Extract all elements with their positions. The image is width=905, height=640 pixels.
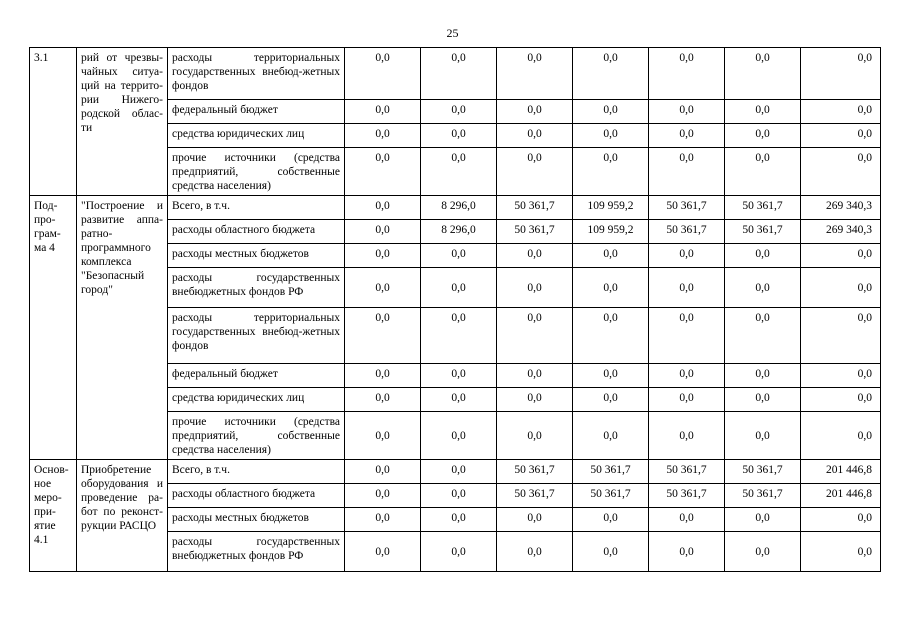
year-value-cell: 0,0 [573, 148, 649, 196]
total-value-cell: 0,0 [801, 388, 881, 412]
year-value-cell: 50 361,7 [497, 196, 573, 220]
year-value-cell: 0,0 [345, 460, 421, 484]
year-value-cell: 0,0 [421, 460, 497, 484]
funding-source: Всего, в т.ч. [168, 460, 345, 484]
total-value-cell: 0,0 [801, 508, 881, 532]
funding-source: расходы государственных внебюджетных фондов РФ [168, 532, 345, 572]
total-value-cell: 201 446,8 [801, 460, 881, 484]
year-value-cell: 0,0 [725, 308, 801, 364]
year-value-cell: 0,0 [345, 508, 421, 532]
year-value-cell: 0,0 [725, 100, 801, 124]
funding-source: федеральный бюджет [168, 364, 345, 388]
funding-source: расходы областного бюджета [168, 484, 345, 508]
year-value-cell: 0,0 [573, 124, 649, 148]
year-value-cell: 0,0 [497, 244, 573, 268]
table-row [30, 196, 881, 220]
year-value-cell: 0,0 [421, 388, 497, 412]
year-value-cell: 0,0 [497, 148, 573, 196]
year-value-cell: 0,0 [725, 244, 801, 268]
year-value-cell: 109 959,2 [573, 220, 649, 244]
year-value-cell: 0,0 [649, 308, 725, 364]
total-value-cell: 0,0 [801, 148, 881, 196]
year-value-cell: 0,0 [725, 532, 801, 572]
year-value-cell: 0,0 [497, 268, 573, 308]
total-value-cell: 0,0 [801, 244, 881, 268]
year-value-cell: 0,0 [497, 308, 573, 364]
year-value-cell: 0,0 [345, 148, 421, 196]
year-value-cell: 0,0 [421, 48, 497, 100]
year-value-cell: 50 361,7 [649, 196, 725, 220]
page-number: 25 [446, 26, 459, 40]
year-value-cell: 8 296,0 [421, 196, 497, 220]
funding-source: Всего, в т.ч. [168, 196, 345, 220]
year-value-cell: 50 361,7 [725, 484, 801, 508]
year-value-cell: 0,0 [421, 268, 497, 308]
year-value-cell: 0,0 [573, 364, 649, 388]
funding-source: средства юридических лиц [168, 388, 345, 412]
funding-source: расходы территориальных государственных внебюд-жетных фондов [168, 48, 345, 100]
year-value-cell: 0,0 [497, 124, 573, 148]
year-value-cell: 0,0 [649, 412, 725, 460]
total-value-cell: 0,0 [801, 364, 881, 388]
table-row [30, 460, 881, 484]
year-value-cell: 50 361,7 [725, 196, 801, 220]
year-value-cell: 50 361,7 [649, 220, 725, 244]
year-value-cell: 0,0 [345, 532, 421, 572]
year-value-cell: 0,0 [421, 484, 497, 508]
year-value-cell: 0,0 [345, 364, 421, 388]
year-value-cell: 0,0 [725, 412, 801, 460]
total-value-cell: 0,0 [801, 100, 881, 124]
year-value-cell: 0,0 [649, 148, 725, 196]
year-value-cell: 0,0 [345, 220, 421, 244]
year-value-cell: 50 361,7 [497, 484, 573, 508]
year-value-cell: 0,0 [649, 364, 725, 388]
total-value-cell: 269 340,3 [801, 220, 881, 244]
year-value-cell: 0,0 [573, 244, 649, 268]
funding-source: прочие источники (средства предприятий, собственные средства населения) [168, 412, 345, 460]
year-value-cell: 0,0 [725, 268, 801, 308]
budget-table [29, 47, 881, 572]
year-value-cell: 0,0 [497, 532, 573, 572]
year-value-cell: 0,0 [573, 268, 649, 308]
year-value-cell: 0,0 [497, 100, 573, 124]
year-value-cell: 0,0 [725, 48, 801, 100]
total-value-cell: 0,0 [801, 308, 881, 364]
year-value-cell: 0,0 [345, 196, 421, 220]
funding-source: средства юридических лиц [168, 124, 345, 148]
funding-source: расходы местных бюджетов [168, 244, 345, 268]
year-value-cell: 0,0 [497, 388, 573, 412]
year-value-cell: 0,0 [497, 412, 573, 460]
year-value-cell: 109 959,2 [573, 196, 649, 220]
year-value-cell: 0,0 [421, 364, 497, 388]
year-value-cell: 0,0 [573, 388, 649, 412]
year-value-cell: 0,0 [345, 48, 421, 100]
year-value-cell: 0,0 [345, 412, 421, 460]
year-value-cell: 0,0 [725, 388, 801, 412]
year-value-cell: 0,0 [725, 364, 801, 388]
measure-name: "Построение и развитие аппа-ратно-программного комплекса "Безопасный город" [77, 196, 168, 460]
year-value-cell: 0,0 [573, 412, 649, 460]
total-value-cell: 0,0 [801, 124, 881, 148]
year-value-cell: 50 361,7 [725, 220, 801, 244]
year-value-cell: 0,0 [421, 124, 497, 148]
year-value-cell: 0,0 [421, 308, 497, 364]
year-value-cell: 0,0 [421, 508, 497, 532]
year-value-cell: 0,0 [573, 308, 649, 364]
year-value-cell: 50 361,7 [573, 484, 649, 508]
year-value-cell: 0,0 [497, 48, 573, 100]
year-value-cell: 0,0 [421, 148, 497, 196]
year-value-cell: 0,0 [345, 388, 421, 412]
year-value-cell: 0,0 [421, 412, 497, 460]
total-value-cell: 0,0 [801, 412, 881, 460]
year-value-cell: 0,0 [345, 308, 421, 364]
year-value-cell: 0,0 [649, 268, 725, 308]
year-value-cell: 0,0 [649, 100, 725, 124]
year-value-cell: 0,0 [345, 244, 421, 268]
year-value-cell: 0,0 [345, 124, 421, 148]
row-code: Основ-ное меро-при-ятие 4.1 [30, 460, 77, 572]
year-value-cell: 50 361,7 [649, 460, 725, 484]
year-value-cell: 50 361,7 [497, 460, 573, 484]
year-value-cell: 0,0 [421, 100, 497, 124]
year-value-cell: 8 296,0 [421, 220, 497, 244]
year-value-cell: 0,0 [345, 268, 421, 308]
total-value-cell: 269 340,3 [801, 196, 881, 220]
measure-name: рий от чрезвы-чайных ситуа-ций на террито-рии Нижего-родской облас-ти [77, 48, 168, 196]
year-value-cell: 0,0 [649, 388, 725, 412]
year-value-cell: 0,0 [345, 484, 421, 508]
table-row [30, 48, 881, 100]
year-value-cell: 0,0 [725, 124, 801, 148]
budget-table-body [30, 48, 881, 572]
year-value-cell: 0,0 [649, 48, 725, 100]
funding-source: прочие источники (средства предприятий, собственные средства населения) [168, 148, 345, 196]
year-value-cell: 0,0 [421, 244, 497, 268]
year-value-cell: 0,0 [725, 148, 801, 196]
year-value-cell: 0,0 [421, 532, 497, 572]
year-value-cell: 0,0 [649, 124, 725, 148]
row-code: 3.1 [30, 48, 77, 196]
year-value-cell: 0,0 [345, 100, 421, 124]
year-value-cell: 0,0 [649, 532, 725, 572]
year-value-cell: 50 361,7 [497, 220, 573, 244]
total-value-cell: 0,0 [801, 532, 881, 572]
year-value-cell: 0,0 [649, 508, 725, 532]
year-value-cell: 0,0 [649, 244, 725, 268]
year-value-cell: 0,0 [725, 508, 801, 532]
row-code: Под-про-грам-ма 4 [30, 196, 77, 460]
funding-source: расходы территориальных государственных внебюд-жетных фондов [168, 308, 345, 364]
year-value-cell: 50 361,7 [725, 460, 801, 484]
total-value-cell: 201 446,8 [801, 484, 881, 508]
year-value-cell: 50 361,7 [573, 460, 649, 484]
year-value-cell: 50 361,7 [649, 484, 725, 508]
measure-name: Приобретение оборудования и проведение ра-бот по реконст-рукции РАСЦО [77, 460, 168, 572]
year-value-cell: 0,0 [573, 532, 649, 572]
total-value-cell: 0,0 [801, 268, 881, 308]
year-value-cell: 0,0 [573, 100, 649, 124]
funding-source: расходы местных бюджетов [168, 508, 345, 532]
year-value-cell: 0,0 [573, 508, 649, 532]
year-value-cell: 0,0 [573, 48, 649, 100]
funding-source: федеральный бюджет [168, 100, 345, 124]
year-value-cell: 0,0 [497, 364, 573, 388]
year-value-cell: 0,0 [497, 508, 573, 532]
funding-source: расходы областного бюджета [168, 220, 345, 244]
total-value-cell: 0,0 [801, 48, 881, 100]
funding-source: расходы государственных внебюджетных фондов РФ [168, 268, 345, 308]
